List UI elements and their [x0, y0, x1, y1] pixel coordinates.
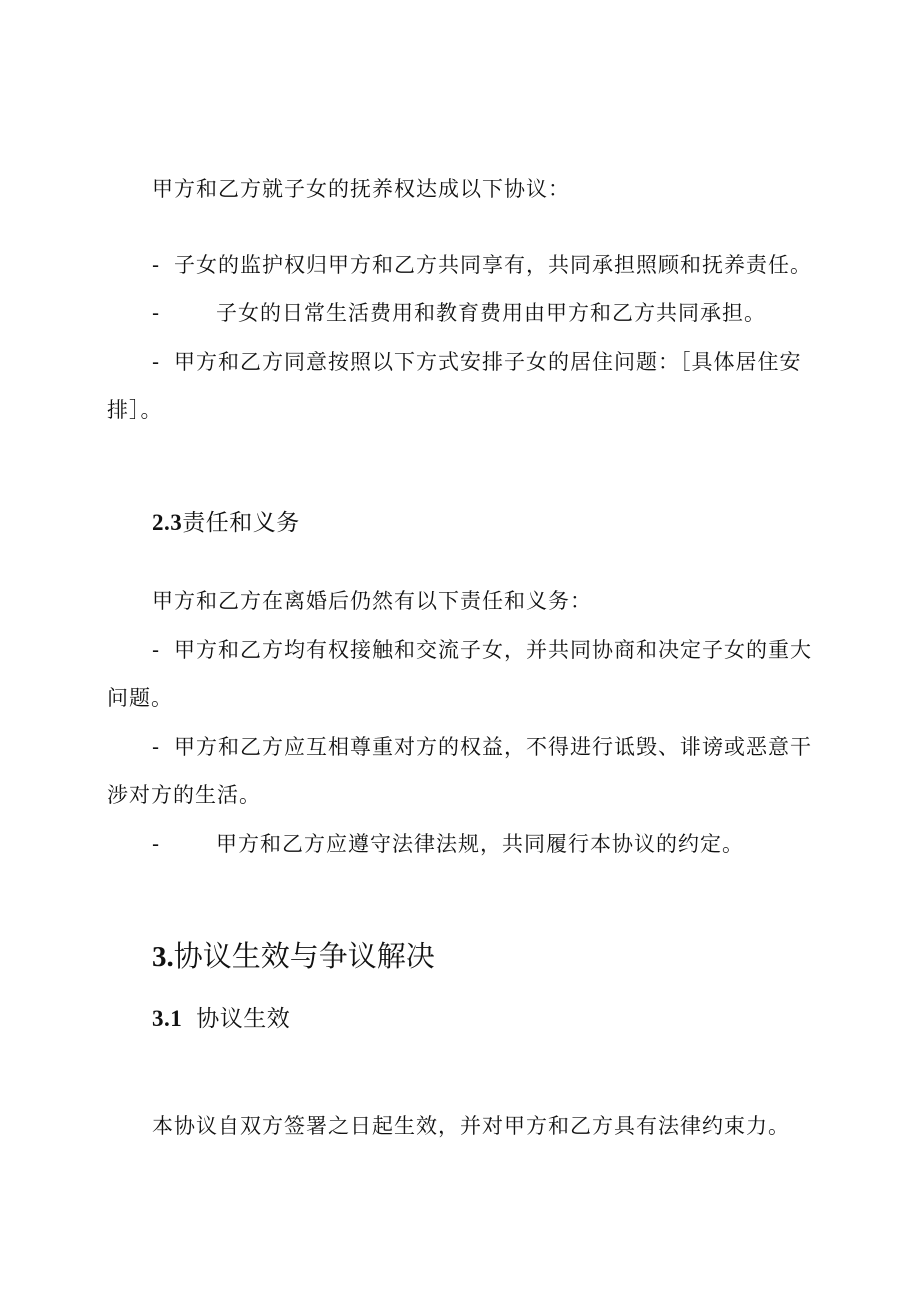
duty-item-1-line-1 — [152, 632, 852, 668]
duty-item-3 — [152, 826, 852, 862]
custody-item-2-text: 子女的日常生活费用和教育费用由甲方和乙方共同承担。 — [216, 301, 766, 325]
section-2-3-number: 2.3 — [152, 510, 183, 535]
custody-item-3-text-1: 甲方和乙方同意按照以下方式安排子女的居住问题：［具体居住安 — [174, 350, 802, 374]
list-dash: - — [152, 350, 161, 374]
custody-item-3-text-2: 排］。 — [107, 398, 163, 422]
list-dash: - — [152, 832, 161, 856]
duty-item-1-text-2: 问题。 — [107, 686, 173, 710]
custody-intro-text: 甲方和乙方就子女的抚养权达成以下协议： — [152, 177, 570, 201]
list-dash: - — [152, 301, 161, 325]
section-2-3-intro-text: 甲方和乙方在离婚后仍然有以下责任和义务： — [152, 589, 592, 613]
duty-item-3-text: 甲方和乙方应遵守法律法规，共同履行本协议的约定。 — [216, 832, 744, 856]
duty-item-2-text-1: 甲方和乙方应互相尊重对方的权益，不得进行诋毁、诽谤或恶意干 — [174, 735, 812, 759]
duty-item-1-line-2 — [107, 680, 807, 716]
list-dash: - — [152, 253, 161, 277]
duty-item-2-text-2: 涉对方的生活。 — [107, 783, 261, 807]
duty-item-1-text-1: 甲方和乙方均有权接触和交流子女，并共同协商和决定子女的重大 — [174, 638, 812, 662]
section-3-number: 3. — [152, 941, 174, 973]
custody-item-3-line-1 — [152, 344, 852, 380]
list-dash: - — [152, 638, 161, 662]
section-3-title: 协议生效与争议解决 — [173, 939, 435, 973]
custody-item-2 — [152, 295, 852, 331]
custody-item-3-line-2 — [107, 392, 807, 428]
duty-item-2-line-2 — [107, 777, 807, 813]
custody-item-1-text: 子女的监护权归甲方和乙方共同享有，共同承担照顾和抚养责任。 — [174, 253, 812, 277]
custody-intro — [152, 171, 852, 207]
section-3-1-heading — [152, 1000, 290, 1033]
duty-item-2-line-1 — [152, 729, 852, 765]
section-2-3-heading — [152, 504, 300, 537]
section-2-3-intro — [152, 583, 852, 619]
section-3-1-title: 协议生效 — [196, 1006, 291, 1032]
custody-item-1 — [152, 247, 852, 283]
section-3-1-body-text: 本协议自双方签署之日起生效，并对甲方和乙方具有法律约束力。 — [152, 1114, 790, 1138]
section-3-1-number: 3.1 — [152, 1006, 183, 1031]
section-3-1-body — [152, 1108, 852, 1144]
section-2-3-title: 责任和义务 — [182, 510, 300, 536]
section-3-heading — [152, 934, 435, 975]
list-dash: - — [152, 735, 161, 759]
